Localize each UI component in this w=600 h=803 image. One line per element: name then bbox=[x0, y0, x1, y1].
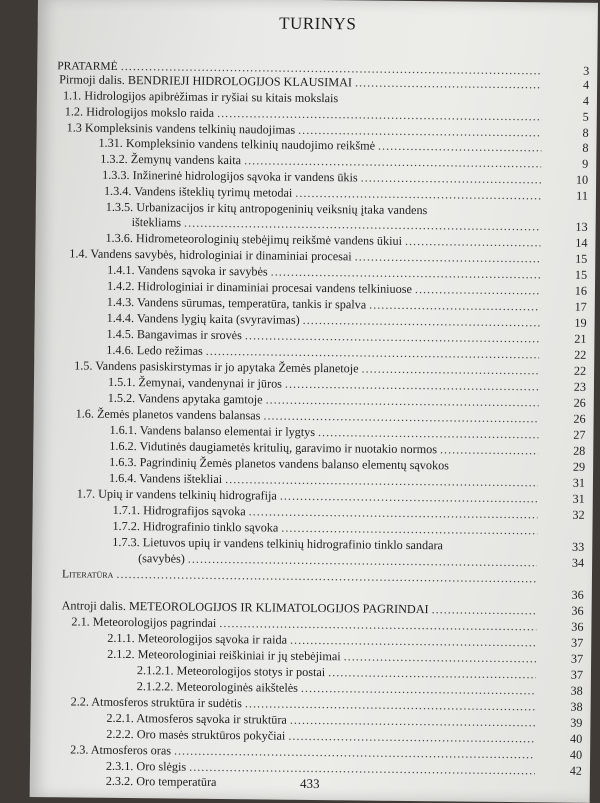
toc-entry-title: 2.3. Atmosferos oras bbox=[70, 742, 172, 758]
leader-dots bbox=[432, 601, 537, 618]
toc-page-number: 36 bbox=[571, 603, 584, 618]
toc-page-number: 4 bbox=[582, 93, 590, 108]
toc-entry-title: 1.7. Upių ir vandens telkinių hidrografija bbox=[76, 486, 277, 503]
toc-entry-title: 1.3.3. Inžinerinė hidrologijos sąvoka ir vandens ūkis bbox=[102, 167, 358, 185]
toc-page-number: 31 bbox=[572, 491, 585, 506]
toc-entry-title: 2.2. Atmosferos struktūra ir sudėtis bbox=[70, 694, 243, 711]
toc-entry-title: 2.1.1. Meteorologijos sąvoka ir raida bbox=[107, 630, 288, 647]
toc-entry-title: 1.6.1. Vandens balanso elementai ir lygtys bbox=[109, 422, 316, 439]
toc-entry-title: 2.1. Meteorologijos pagrindai bbox=[71, 614, 217, 630]
toc-entry-title: 1.4.1. Vandens sąvoka ir savybės bbox=[107, 262, 268, 279]
leader-dots bbox=[355, 74, 542, 92]
toc-entry-title: 1.5. Vandens pasiskirstymas ir jo apytaka Žemės planetoje bbox=[74, 358, 359, 376]
toc-entry-title: 1.3 Kompleksinis vandens telkinių naudojimas bbox=[66, 120, 296, 137]
toc-page-number bbox=[554, 571, 584, 587]
toc-page-number: 8 bbox=[582, 125, 589, 140]
toc-entry-title: Literatūra bbox=[61, 568, 114, 581]
toc-page-number: 27 bbox=[573, 427, 586, 442]
leader-dots bbox=[440, 441, 538, 458]
toc-page-number: 38 bbox=[570, 683, 583, 698]
toc-entry-title: 2.3.1. Oro slėgis bbox=[105, 758, 187, 774]
toc-page-number: 23 bbox=[573, 379, 587, 394]
page-number: 433 bbox=[299, 775, 320, 792]
table-of-contents bbox=[30, 0, 598, 803]
toc-page-number: 11 bbox=[576, 188, 589, 203]
leader-dots bbox=[361, 169, 542, 187]
toc-entry-title: 1.6.3. Pagrindinių Žemės planetos vandens balanso elementų sąvokos bbox=[109, 454, 450, 473]
toc-entry-title: 1.6. Žemės planetos vandens balansas bbox=[75, 406, 261, 423]
toc-entry-title: 1.4.5. Bangavimas ir srovės bbox=[106, 326, 242, 343]
toc-page-number: 13 bbox=[575, 219, 588, 234]
toc-entry-title: 1.2. Hidrologijos mokslo raida bbox=[64, 104, 215, 120]
toc-page-number: 40 bbox=[569, 747, 583, 762]
toc-entry-title: 1.7.1. Hidrografijos sąvoka bbox=[112, 502, 246, 519]
toc-entry-title: 1.1. Hidrologijos apibrėžimas ir ryšiai su kitais mokslais bbox=[62, 88, 339, 106]
toc-page-number: 15 bbox=[574, 267, 588, 282]
toc-page-number bbox=[558, 204, 588, 220]
toc-entry-title: 1.7.2. Hidrografinio tinklo sąvoka bbox=[112, 518, 279, 535]
toc-page-number: 8 bbox=[582, 140, 589, 155]
toc-page-number: 37 bbox=[571, 635, 584, 650]
toc-page-number: 32 bbox=[572, 507, 585, 522]
toc-page-number: 42 bbox=[569, 763, 583, 778]
toc-page-number: 31 bbox=[572, 475, 586, 490]
toc-page-number bbox=[554, 523, 584, 539]
toc-page-number: 26 bbox=[573, 411, 586, 426]
toc-entry-title: 1.4. Vandens savybės, hidrologiniai ir dinaminiai procesai bbox=[69, 246, 352, 264]
toc-page-number: 39 bbox=[570, 715, 583, 730]
toc-page-number: 29 bbox=[572, 459, 586, 474]
toc-page-number: 19 bbox=[574, 315, 587, 330]
toc-page-number: 37 bbox=[570, 667, 584, 682]
leader-dots bbox=[355, 248, 541, 266]
toc-entry-title: 1.3.5. Urbanizacijos ir kitų antropogeninių veiksnių įtaka vandens bbox=[105, 199, 428, 218]
toc-entry-title: 1.5.2. Vandens apytaka gamtoje bbox=[107, 390, 263, 407]
toc-page-number: 38 bbox=[570, 699, 583, 714]
leader-dots bbox=[361, 360, 539, 378]
toc-entry-title: 2.3.2. Oro temperatūra bbox=[105, 773, 217, 789]
toc-entry-title: Pirmoji dalis. BENDRIEJI HIDROLOGIJOS KLAUSIMAI bbox=[59, 72, 353, 90]
toc-page-number: 37 bbox=[570, 651, 584, 666]
toc-page-number: 33 bbox=[572, 539, 585, 554]
toc-page-number: 40 bbox=[570, 731, 583, 746]
toc-entry-title: 1.4.4. Vandens lygių kaita (svyravimas) bbox=[106, 310, 300, 327]
toc-page-number: 34 bbox=[571, 555, 585, 570]
toc-page-number: 3 bbox=[583, 63, 590, 78]
toc-page-number: 26 bbox=[573, 395, 586, 410]
page-title: TURINYS bbox=[279, 13, 357, 34]
toc-entry-title: 2.1.2.2. Meteorologinės aikštelės bbox=[136, 679, 298, 695]
toc-entry-title: 1.4.3. Vandens sūrumas, temperatūra, tankis ir spalva bbox=[106, 294, 367, 312]
toc-entry-title: 1.5.1. Žemynai, vandenynai ir jūros bbox=[107, 374, 283, 391]
toc-entry-title: 1.6.4. Vandens ištekliai bbox=[108, 470, 223, 487]
toc-page-number: 16 bbox=[574, 283, 588, 298]
toc-page-number: 36 bbox=[571, 619, 584, 634]
book-page bbox=[30, 0, 598, 803]
toc-entry-title: 2.1.2.1. Meteorologijos stotys ir postai bbox=[136, 663, 326, 680]
toc-entry-title: 1.3.6. Hidrometeorologinių stebėjimų reikšmė vandens ūkiui bbox=[105, 230, 403, 248]
leader-dots bbox=[369, 297, 540, 315]
toc-page-number: 14 bbox=[575, 235, 588, 250]
leader-dots bbox=[378, 138, 542, 156]
toc-entry-title: 2.2.2. Oro masės struktūros pokyčiai bbox=[106, 726, 286, 743]
toc-page-number: 9 bbox=[582, 156, 589, 171]
toc-entry-title: 1.3.4. Vandens išteklių tyrimų metodai bbox=[103, 183, 293, 200]
leader-dots bbox=[405, 233, 541, 250]
toc-page-number: 22 bbox=[574, 347, 587, 362]
leader-dots bbox=[415, 281, 540, 298]
toc-entry-title: 1.7.3. Lietuvos upių ir vandens telkinių hidrografinio tinklo sandara bbox=[112, 534, 444, 553]
toc-entry-title: (savybės) bbox=[138, 551, 185, 566]
toc-entry-title: 1.3.2. Žemynų vandens kaita bbox=[100, 151, 242, 168]
toc-entry-title: 2.1.2. Meteorologiniai reiškiniai ir jų stebėjimai bbox=[107, 646, 341, 664]
toc-entry-title: 1.4.6. Ledo režimas bbox=[106, 342, 203, 358]
toc-entry-title: 1.6.2. Vidutinės daugiametės kritulių, garavimo ir nuotakio normos bbox=[109, 438, 438, 457]
toc-entry-title: 2.2.1. Atmosferos sąvoka ir struktūra bbox=[106, 710, 287, 727]
toc-page-number: 10 bbox=[575, 172, 589, 187]
toc-entry-title: PRATARMĖ bbox=[57, 60, 118, 73]
toc-page-number: 28 bbox=[573, 443, 586, 458]
toc-page-number: 5 bbox=[582, 109, 589, 124]
toc-page-number: 15 bbox=[575, 251, 588, 266]
toc-page-number: 36 bbox=[571, 587, 584, 602]
toc-entry-title: 1.31. Kompleksinio vandens telkinių naudojimo reikšmė bbox=[98, 135, 376, 153]
toc-page-number: 4 bbox=[582, 77, 590, 92]
toc-entry-title: ištekliams bbox=[131, 215, 182, 230]
toc-page-number: 17 bbox=[574, 299, 587, 314]
toc-entry-title: Antroji dalis. METEOROLOGIJOS IR KLIMATOLOGIJOS PAGRINDAI bbox=[61, 598, 429, 617]
toc-entry-title: 1.4.2. Hidrologiniai ir dinaminiai procesai vandens telkiniuose bbox=[106, 278, 413, 296]
toc-page-number: 21 bbox=[574, 331, 587, 346]
toc-page-number: 22 bbox=[573, 363, 587, 378]
